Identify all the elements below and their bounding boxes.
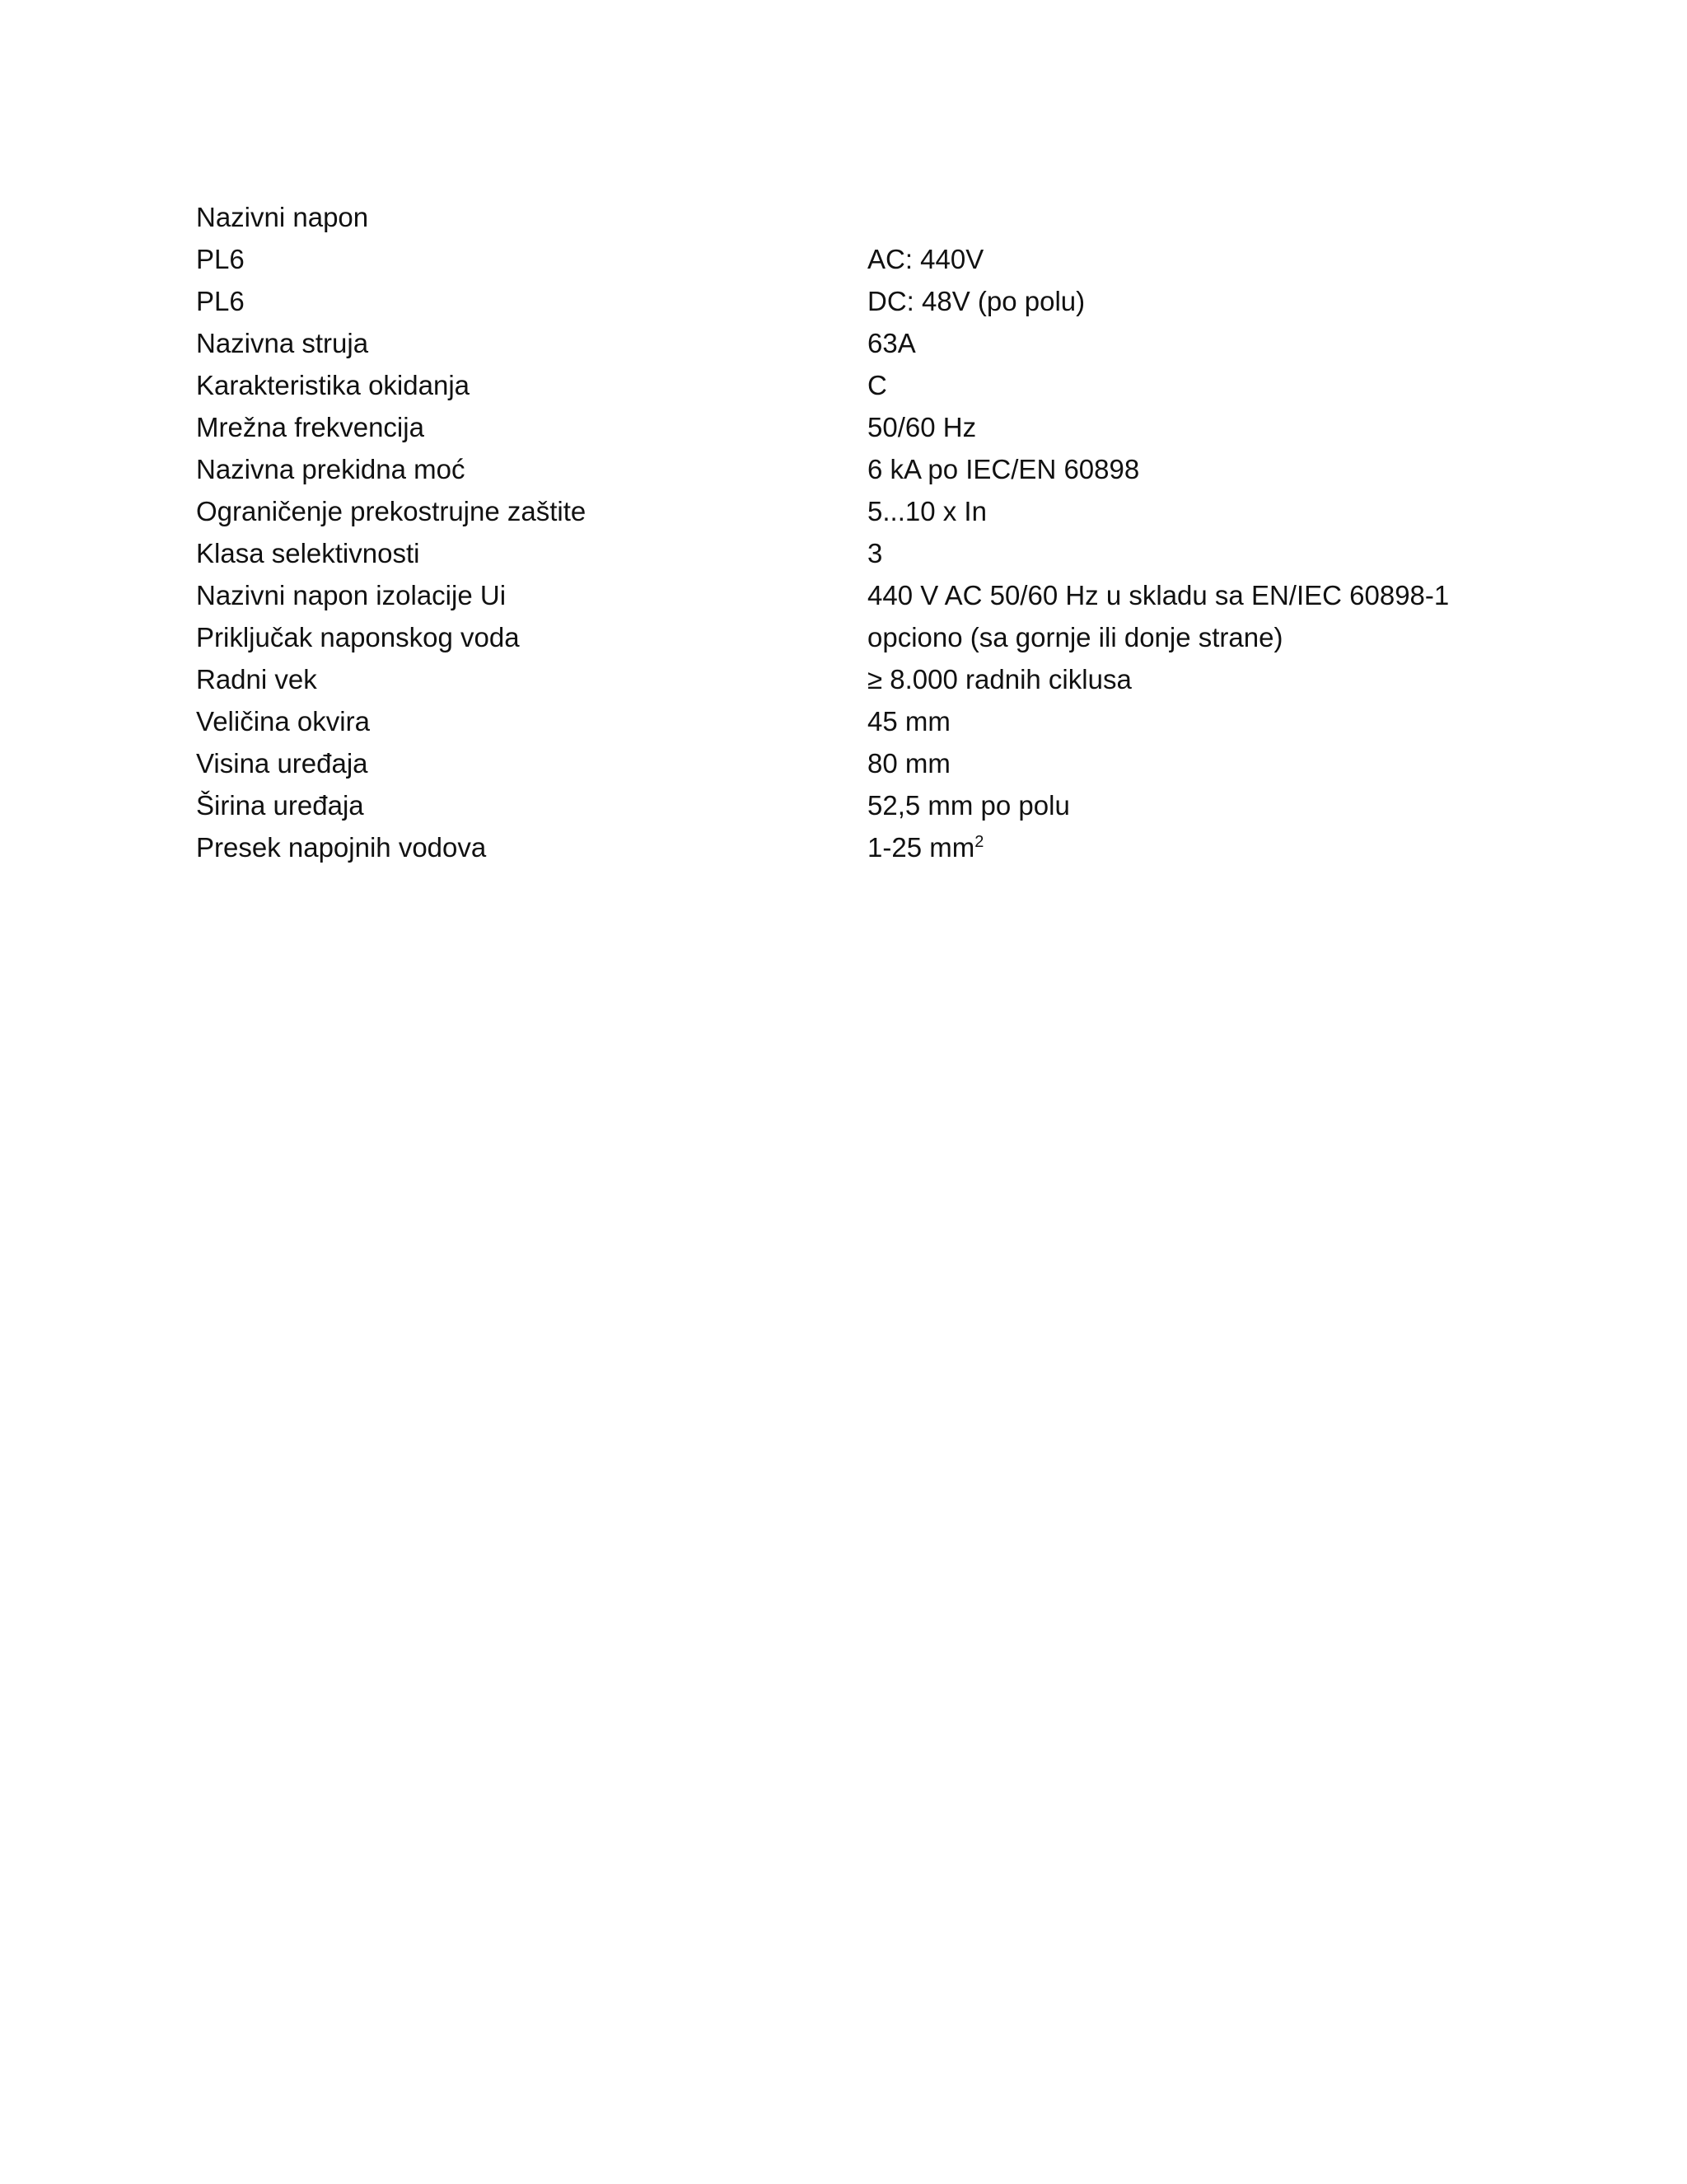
- spec-label: PL6: [196, 286, 245, 316]
- spec-label: Visina uređaja: [196, 748, 368, 779]
- spec-value: 63A: [867, 328, 916, 358]
- spec-row: [196, 616, 1514, 658]
- spec-label: Radni vek: [196, 664, 317, 694]
- spec-row: [196, 238, 1514, 280]
- spec-row: [196, 280, 1514, 322]
- spec-value: ≥ 8.000 radnih ciklusa: [867, 664, 1132, 694]
- spec-value: 50/60 Hz: [867, 412, 977, 442]
- spec-label: Presek napojnih vodova: [196, 832, 487, 863]
- spec-value: [867, 826, 1514, 868]
- spec-label: Veličina okvira: [196, 706, 370, 737]
- spec-label: Širina uređaja: [196, 790, 364, 821]
- spec-value: DC: 48V (po polu): [867, 286, 1086, 316]
- spec-value: opciono (sa gornje ili donje strane): [867, 622, 1283, 652]
- spec-label: Priključak naponskog voda: [196, 622, 520, 652]
- spec-value: 6 kA po IEC/EN 60898: [867, 454, 1140, 484]
- spec-row: [196, 364, 1514, 406]
- spec-label: PL6: [196, 244, 245, 274]
- spec-label: Nazivni napon izolacije Ui: [196, 580, 507, 610]
- spec-row: [196, 322, 1514, 364]
- spec-row: [196, 406, 1514, 448]
- spec-table: [196, 196, 1514, 868]
- spec-row: [196, 490, 1514, 532]
- spec-row: [196, 826, 1514, 868]
- spec-value: C: [867, 370, 887, 400]
- spec-value: 52,5 mm po polu: [867, 790, 1070, 821]
- spec-value-superscript: 2: [974, 833, 984, 851]
- spec-value: 5...10 x In: [867, 496, 987, 526]
- spec-label: Karakteristika okidanja: [196, 370, 470, 400]
- spec-label: Nazivna struja: [196, 328, 369, 358]
- spec-value: 440 V AC 50/60 Hz u skladu sa EN/IEC 60898-1: [867, 580, 1450, 610]
- spec-row: [196, 784, 1514, 826]
- spec-heading: Nazivni napon: [196, 202, 369, 232]
- spec-value: 45 mm: [867, 706, 951, 737]
- spec-label: Ograničenje prekostrujne zaštite: [196, 496, 586, 526]
- spec-row: [196, 742, 1514, 784]
- spec-row: [196, 532, 1514, 574]
- spec-row: [196, 574, 1514, 616]
- spec-heading-row: [196, 196, 1514, 238]
- spec-row: [196, 700, 1514, 742]
- spec-row: [196, 448, 1514, 490]
- spec-label: Mrežna frekvencija: [196, 412, 424, 442]
- spec-value: AC: 440V: [867, 244, 984, 274]
- spec-label: Nazivna prekidna moć: [196, 454, 465, 484]
- spec-row: [196, 658, 1514, 700]
- spec-value: 3: [867, 538, 883, 568]
- spec-label: Klasa selektivnosti: [196, 538, 420, 568]
- spec-value: 80 mm: [867, 748, 951, 779]
- spec-value-text: 1-25 mm: [867, 832, 975, 863]
